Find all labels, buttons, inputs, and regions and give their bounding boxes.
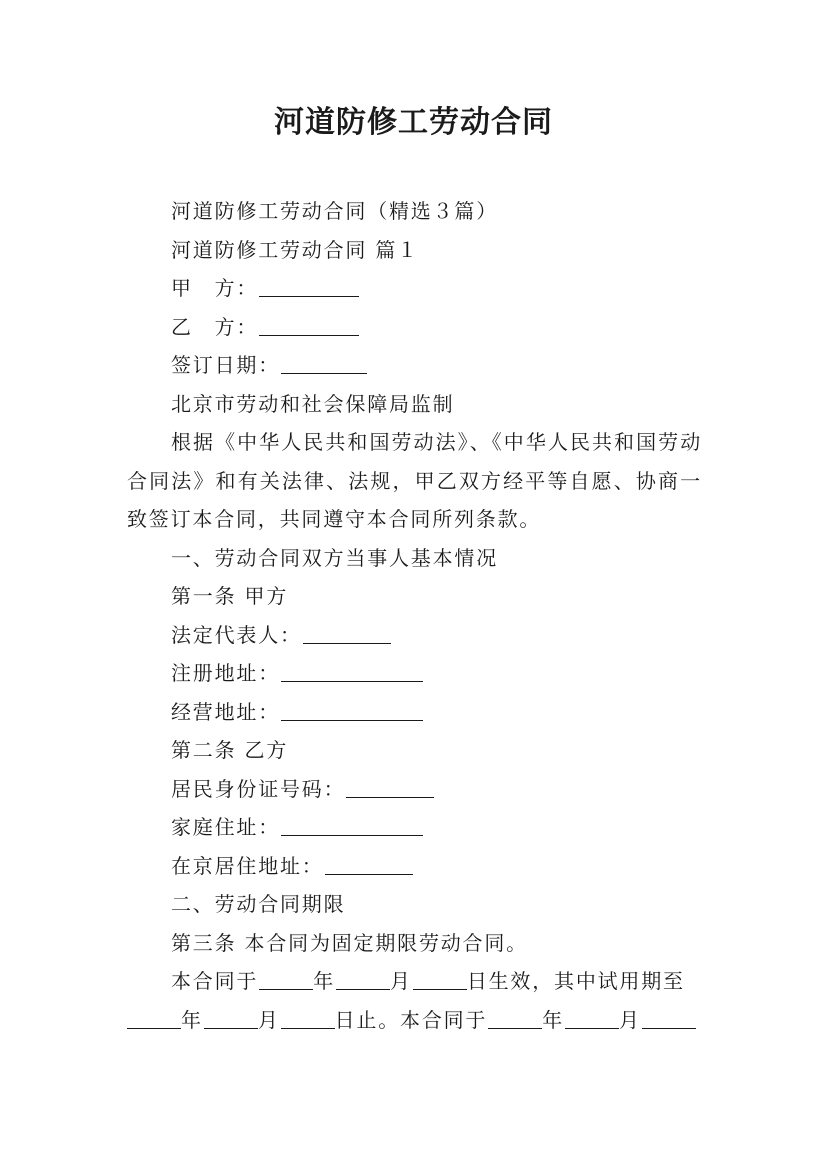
- home-address-blank: [281, 813, 423, 836]
- home-address-line: [127, 808, 702, 847]
- biz-address-line: [127, 693, 702, 732]
- effective-month-blank: [336, 967, 390, 990]
- term-month-text: 月: [619, 1007, 641, 1032]
- effective-year-text: 年: [313, 969, 336, 993]
- term-line-1: [127, 962, 702, 1001]
- legal-rep-blank: [303, 621, 391, 644]
- bj-address-blank: [325, 852, 413, 875]
- party-b-line: [127, 308, 702, 347]
- term-part1-text: 本合同于: [171, 969, 259, 993]
- term-day-blank: [642, 1006, 696, 1029]
- bj-address-label: 在京居住地址：: [171, 853, 324, 878]
- document-title: 河道防修工劳动合同: [274, 105, 553, 140]
- section-1-heading: 一、劳动合同双方当事人基本情况: [171, 545, 498, 570]
- article-3-line: 第三条 本合同为固定期限劳动合同。: [171, 930, 528, 955]
- term-month-blank: [565, 1006, 619, 1029]
- probation-month-blank: [204, 1006, 258, 1029]
- id-number-line: [127, 770, 702, 809]
- legal-rep-label: 法定代表人：: [171, 622, 302, 647]
- biz-address-blank: [281, 698, 423, 721]
- probation-day-text: 日止。本合同于: [334, 1007, 488, 1032]
- probation-year-text: 年: [181, 1007, 203, 1032]
- document-body: [127, 192, 702, 1039]
- id-number-blank: [346, 775, 434, 798]
- party-a-line: [127, 269, 702, 308]
- term-year-text: 年: [542, 1007, 565, 1032]
- term-line-2: [127, 1001, 702, 1040]
- effective-year-blank: [259, 967, 313, 990]
- probation-month-text: 月: [257, 1007, 280, 1032]
- article-2-heading: 第二条 乙方: [171, 738, 289, 762]
- effective-day-text: 日生效，其中试用期至: [466, 969, 685, 993]
- subtitle-line: 河道防修工劳动合同（精选３篇）: [171, 199, 498, 223]
- reg-address-line: [127, 654, 702, 693]
- supervisor-line: 北京市劳动和社会保障局监制: [171, 391, 455, 416]
- home-address-label: 家庭住址：: [171, 815, 280, 839]
- term-year-blank: [488, 1006, 542, 1029]
- legal-rep-line: [127, 616, 702, 655]
- party-a-blank: [259, 274, 359, 297]
- effective-month-text: 月: [390, 969, 412, 993]
- part-heading-line: 河道防修工劳动合同 篇１: [171, 237, 419, 262]
- id-number-label: 居民身份证号码：: [171, 776, 346, 801]
- party-b-blank: [259, 313, 359, 336]
- effective-day-blank: [413, 967, 467, 990]
- bj-address-line: [127, 847, 702, 886]
- preamble-paragraph: 根据《中华人民共和国劳动法》、《中华人民共和国劳动合同法》和有关法律、法规，甲乙双方经平等自愿、协商一致签订本合同，共同遵守本合同所列条款。: [127, 430, 702, 531]
- biz-address-label: 经营地址：: [171, 699, 280, 724]
- sign-date-line: [127, 346, 702, 385]
- probation-year-blank: [127, 1006, 181, 1029]
- probation-day-blank: [281, 1006, 335, 1029]
- reg-address-blank: [281, 659, 423, 682]
- section-2-heading: 二、劳动合同期限: [171, 892, 346, 916]
- sign-date-label: 签订日期：: [171, 353, 280, 377]
- sign-date-blank: [281, 351, 367, 374]
- party-b-label: 乙 方：: [171, 314, 259, 339]
- reg-address-label: 注册地址：: [171, 661, 280, 685]
- party-a-label: 甲 方：: [171, 276, 259, 300]
- article-1-heading: 第一条 甲方: [171, 584, 289, 608]
